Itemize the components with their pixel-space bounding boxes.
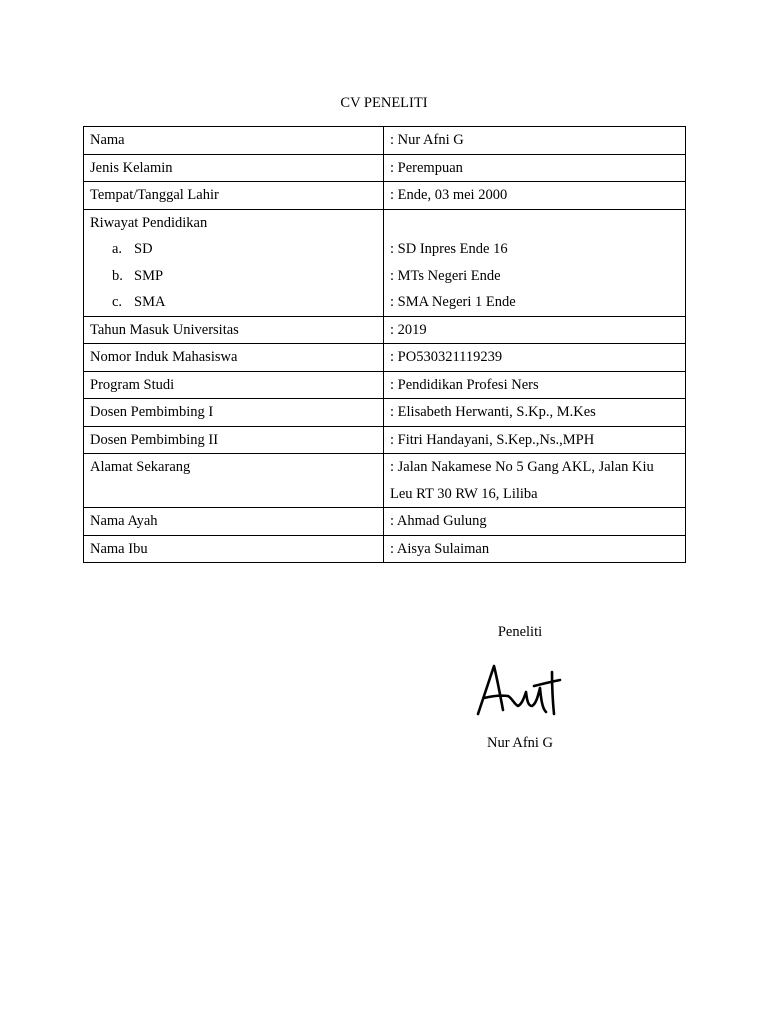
table-row: [84, 371, 686, 399]
table-row: [84, 454, 686, 508]
row-label: Nomor Induk Mahasiswa: [84, 344, 384, 372]
row-label: Tahun Masuk Universitas: [84, 316, 384, 344]
table-row: [84, 535, 686, 563]
row-label: Riwayat Pendidikan: [90, 214, 208, 231]
education-item: [90, 289, 377, 316]
row-label: Dosen Pembimbing II: [84, 426, 384, 454]
list-marker: a.: [112, 241, 123, 257]
row-value: : Elisabeth Herwanti, S.Kp., M.Kes: [384, 399, 686, 427]
address-value-cell: [384, 454, 686, 508]
table-row: [84, 426, 686, 454]
row-label: Program Studi: [84, 371, 384, 399]
education-item: [90, 236, 377, 263]
row-value: : Pendidikan Profesi Ners: [384, 371, 686, 399]
table-row: [84, 399, 686, 427]
education-school: : SMA Negeri 1 Ende: [390, 294, 516, 310]
row-value: : Perempuan: [384, 154, 686, 182]
table-row: [84, 182, 686, 210]
address-line: Leu RT 30 RW 16, Liliba: [390, 485, 538, 502]
education-level: SMA: [134, 294, 166, 310]
row-value: : Ende, 03 mei 2000: [384, 182, 686, 210]
table-row: [84, 316, 686, 344]
education-level: SMP: [134, 267, 164, 284]
education-school: : SD Inpres Ende 16: [390, 241, 508, 257]
signature-name: Nur Afni G: [486, 735, 554, 751]
education-item: [90, 263, 377, 290]
row-label: Nama Ayah: [84, 508, 384, 536]
row-label: Jenis Kelamin: [84, 154, 384, 182]
cv-table: [83, 126, 686, 563]
row-value: : Ahmad Gulung: [384, 508, 686, 536]
education-level: SD: [134, 241, 153, 257]
row-value: : 2019: [384, 316, 686, 344]
education-value-cell: [384, 209, 686, 316]
row-label: Nama: [84, 127, 384, 155]
blank-line: [390, 210, 679, 237]
list-marker: c.: [112, 294, 123, 310]
row-value: : Fitri Handayani, S.Kep.,Ns.,MPH: [384, 426, 686, 454]
row-value: : Aisya Sulaiman: [384, 535, 686, 563]
row-value: : Nur Afni G: [384, 127, 686, 155]
handwritten-signature: [470, 658, 570, 722]
table-row: [84, 209, 686, 316]
address-line: : Jalan Nakamese No 5 Gang AKL, Jalan Kiu: [390, 459, 654, 475]
row-label: Tempat/Tanggal Lahir: [84, 182, 384, 210]
table-row: [84, 127, 686, 155]
list-marker: b.: [112, 267, 123, 284]
table-row: [84, 344, 686, 372]
page-title: CV PENELITI: [340, 95, 428, 111]
education-school: : MTs Negeri Ende: [390, 267, 501, 284]
row-value: : PO530321119239: [384, 344, 686, 372]
education-label-cell: [84, 209, 384, 316]
row-label: Alamat Sekarang: [84, 454, 384, 508]
table-row: [84, 154, 686, 182]
signature-role: Peneliti: [497, 624, 543, 640]
row-label: Dosen Pembimbing I: [84, 399, 384, 427]
table-row: [84, 508, 686, 536]
row-label: Nama Ibu: [84, 535, 384, 563]
